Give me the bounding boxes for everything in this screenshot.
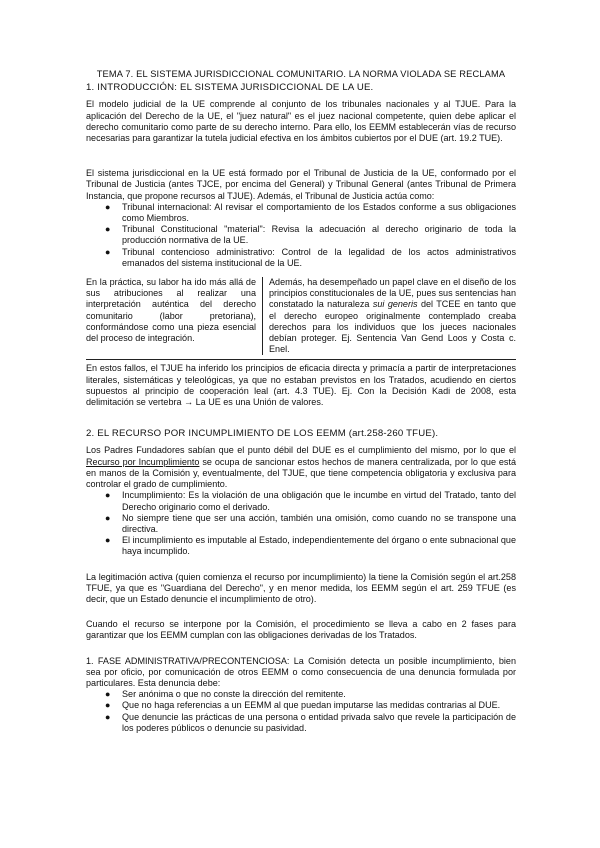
bullet-icon: ● [105,700,111,711]
section-1-paragraph-3: En estos fallos, el TJUE ha inferido los principios de eficacia directa y primacía a partir de interpretaciones literales, sistemáticas y teleológicas, ya que no estaban previstos en los Tratados, acudiendo en ciertos supuestos al principio de cooperación leal (art. 4.3 TUE). Ej. Con la Decisión Kadi de 2008, esta delimitación se vertebra → La UE es una Unión de valores. [86,359,516,408]
list-item: ● Tribunal internacional: Al revisar el comportamiento de los Estados conforme a sus obligaciones como Miembros. [105,201,516,224]
section-2-paragraph-3: Cuando el recurso se interpone por la Comisión, el procedimiento se lleva a cabo en 2 fases para garantizar que los EEMM cumplan con las obligaciones derivadas de los Tratados. [86,619,516,641]
right-column-text: Además, ha desempeñado un papel clave en el diseño de los principios constitucionales de la UE, pues sus sentencias han constatado la naturaleza sui generis del TCEE en tanto que el derecho europeo originalmente contemplado creaba derechos para los individuos que los jueces nacionales debían proteger. Ej. Sentencia Van Gend Loos y Costa c. Enel. [262,277,516,355]
underlined-term: Recurso por Incumplimiento [86,456,200,467]
section-2-paragraph-2: La legitimación activa (quien comienza el recurso por incumplimiento) la tiene la Comisión según el art.258 TFUE, ya que es "Guardiana del Derecho", y en menor medida, los EEMM según el art. 259 TFUE (es decir, que un Estado denuncie el incumplimiento de otro). [86,571,516,604]
bullet-icon: ● [105,535,111,546]
list-item: ● Incumplimiento: Es la violación de una obligación que le incumbe en virtud del Tratado, tanto del Derecho originario como el derivado. [105,490,516,512]
bullet-icon: ● [105,224,111,235]
document-content [86,69,516,734]
left-column-text: En la práctica, su labor ha ido más allá de sus atribuciones al realizar una interpretación auténtica del derecho comunitario (labor pretoriana), conformándose como una pieza esencial del proceso de integración. [86,277,256,344]
two-column-block [86,277,516,355]
section-1-heading: 1. INTRODUCCIÓN: EL SISTEMA JURISDICCIONAL DE LA UE. [86,82,374,94]
list-item: ● Que no haga referencias a un EEMM al que puedan imputarse las medidas contrarias al DUE. [105,700,501,711]
latin-term: sui generis [372,299,418,310]
bullet-icon: ● [105,490,111,501]
bullet-icon: ● [105,512,111,523]
document-title: TEMA 7. EL SISTEMA JURISDICCIONAL COMUNITARIO. LA NORMA VIOLADA SE RECLAMA [96,69,506,79]
section-1-bullet-list [86,202,516,269]
section-1-paragraph-2: El sistema jurisdiccional en la UE está formado por el Tribunal de Justicia de la UE, conformado por el Tribunal de Justicia (antes TJCE, por encima del General) y Tribunal General (antes Tribunal de Primera Instancia, que propone recursos al TJUE). Además, el Tribunal de Justicia actúa como: [86,168,516,201]
list-item: ● Ser anónima o que no conste la dirección del remitente. [105,689,346,700]
list-item: ● Que denuncie las prácticas de una persona o entidad privada salvo que revele la participación de los poderes públicos o denuncie su pasividad. [105,711,516,733]
section-1-paragraph-1: El modelo judicial de la UE comprende al conjunto de los tribunales nacionales y al TJUE. Para la aplicación del Derecho de la UE, el "juez natural" es el juez nacional competente, quien debe aplicar el derecho comunitario como parte de su derecho interno. Para ello, los EEMM establecerán vías de recurso necesarias para garantizar la tutela judicial efectiva en los ámbitos cubiertos por el DUE (art. 19.2 TUE). [86,99,516,144]
bullet-icon: ● [105,689,111,700]
list-item: ● No siempre tiene que ser una acción, también una omisión, como cuando no se transpone una directiva. [105,512,516,534]
list-item: ● Tribunal Constitucional "material": Revisa la adecuación al derecho originario de toda la producción normativa de la UE. [105,224,516,246]
bullet-icon: ● [105,201,111,212]
section-2-heading: 2. EL RECURSO POR INCUMPLIMIENTO DE LOS EEMM (art.258-260 TFUE). [86,428,439,440]
bullet-icon: ● [105,711,111,722]
section-2-paragraph-1: Los Padres Fundadores sabían que el punto débil del DUE es el cumplimiento del mismo, por lo que el Recurso por Incumplimiento se ocupa de sancionar estos hechos de manera centralizada, por lo que está en manos de la Comisión y, eventualmente, del TJUE, que tiene competencia obligatoria y exclusiva para controlar el grado de cumplimiento. [86,445,516,490]
section-2-paragraph-4: 1. FASE ADMINISTRATIVA/PRECONTENCIOSA: La Comisión detecta un posible incumplimiento, bien sea por oficio, por comunicación de otros EEMM o como consecuencia de una denuncia formulada por particulares. Esta denuncia debe: [86,655,516,688]
list-item: ● El incumplimiento es imputable al Estado, independientemente del órgano o ente subnacional que haya incumplido. [105,535,516,557]
list-item: ● Tribunal contencioso administrativo: Control de la legalidad de los actos administrativos emanados del sistema institucional de la UE. [105,246,516,268]
bullet-icon: ● [105,246,111,257]
section-2-bullet-list-2 [86,689,516,734]
section-2-bullet-list [86,490,516,557]
